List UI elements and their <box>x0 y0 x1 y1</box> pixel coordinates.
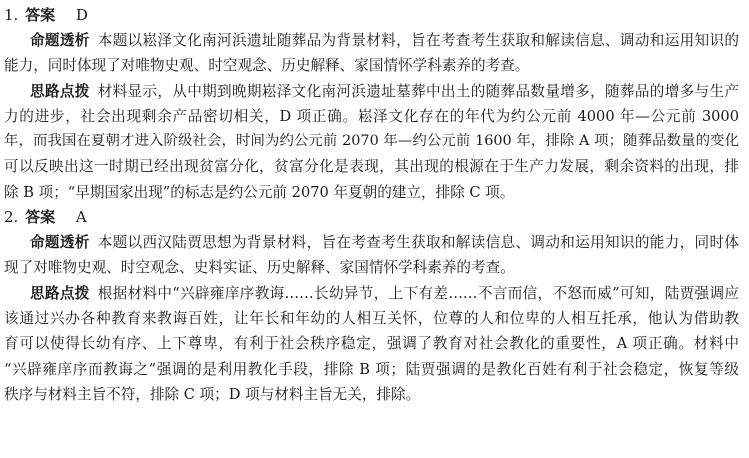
hint-line: 年，而我国在夏朝才进入阶级社会，时间为约公元前 2070 年—约公元前 1600 年，排除 A 项；随葬品数量的变化 <box>4 133 739 150</box>
question-1-analysis <box>4 28 739 79</box>
hint-line: 思路点拨 根据材料中“兴辟雍庠序教诲……长幼异节，上下有差……不言而信，不怒而威”可知，陆贾强调应 <box>30 284 739 302</box>
hint-line: 除 B 项；“早期国家出现”的标志是约公元前 2070 年夏朝的建立，排除 C 项。 <box>4 183 515 201</box>
question-2-analysis <box>4 230 739 281</box>
hint-line: 思路点拨 材料显示，从中期到晚期崧泽文化南河浜遗址墓葬中出土的随葬品数量增多，随葬品的增多与生产 <box>30 82 739 100</box>
answer-value: D <box>75 6 88 24</box>
answer-value: A <box>75 208 87 227</box>
question-1-block <box>4 3 739 205</box>
analysis-line: 命题透析 本题以崧泽文化南河浜遗址随葬品为背景材料，旨在考查考生获取和解读信息、调动和运用知识的 <box>30 32 739 49</box>
answer-label: 答案 <box>25 208 56 227</box>
answer-label: 答案 <box>25 6 56 24</box>
analysis-line: 现了对唯物史观、时空观念、史料实证、历史解释、家国情怀学科素养的考查。 <box>4 259 515 277</box>
hint-line: 可以反映出这一时期已经出现贫富分化，贫富分化是表现，其出现的根源在于生产力发展，剩余资料的出现，排 <box>4 158 739 176</box>
hint-line: 力的进步，社会出现剩余产品密切相关，D 项正确。崧泽文化存在的年代为约公元前 4000 年—公元前 3000 <box>4 107 739 125</box>
question-2-answer-line <box>4 205 739 230</box>
question-1-hint <box>4 79 739 205</box>
question-number: 2. <box>4 208 19 227</box>
hint-line: “兴辟雍庠序而教诲之”强调的是利用教化手段，排除 B 项；陆贾强调的是教化百姓有利于社会稳定，恢复等级 <box>4 360 739 378</box>
hint-heading: 思路点拨 <box>30 284 90 302</box>
question-number: 1. <box>4 6 19 24</box>
question-2-hint <box>4 281 739 407</box>
analysis-heading: 命题透析 <box>30 32 90 49</box>
hint-line: 秩序与材料主旨不符，排除 C 项；D 项与材料主旨无关，排除。 <box>4 385 421 403</box>
question-2-block <box>4 205 739 407</box>
hint-heading: 思路点拨 <box>30 82 90 100</box>
analysis-line: 能力，同时体现了对唯物史观、时空观念、历史解释、家国情怀学科素养的考查。 <box>4 57 530 75</box>
analysis-line: 命题透析 本题以西汉陆贾思想为背景材料，旨在考查考生获取和解读信息、调动和运用知识的能力，同时体 <box>30 234 739 252</box>
hint-line: 育可以使得长幼有序、上下尊卑，有利于社会秩序稳定，强调了教育对社会教化的重要性，A 项正确。材料中 <box>4 335 739 353</box>
analysis-heading: 命题透析 <box>30 234 90 252</box>
hint-line: 该通过兴办各种教育来教诲百姓，让年长和年幼的人相互关怀，位尊的人和位卑的人相互托承，他认为借助教 <box>4 309 739 327</box>
question-1-answer-line <box>4 3 739 28</box>
